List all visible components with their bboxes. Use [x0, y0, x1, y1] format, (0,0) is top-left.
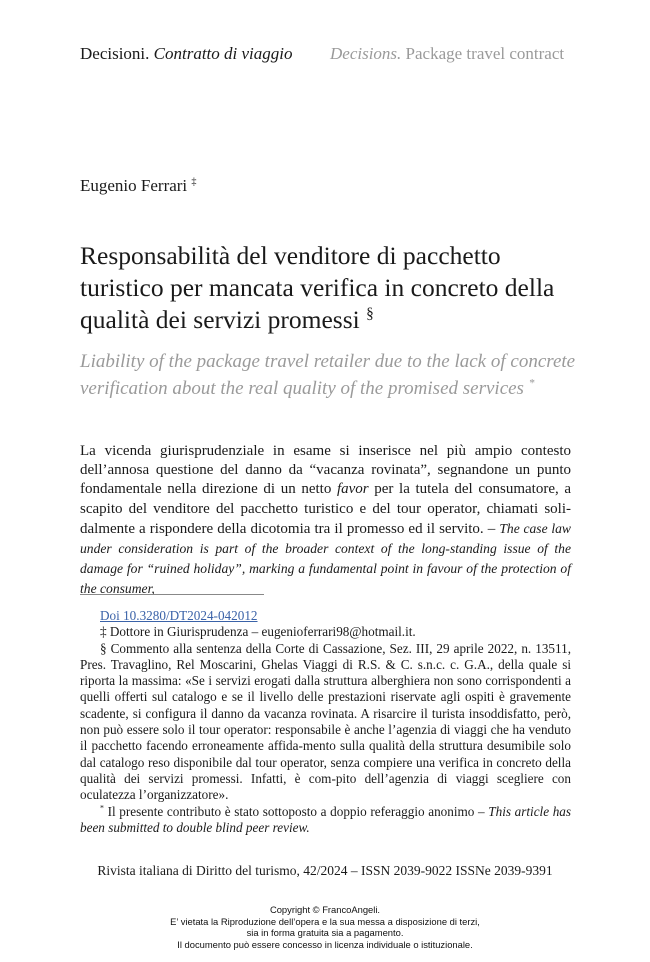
- title-footnote-mark: §: [366, 305, 374, 323]
- header-section: Decisioni.: [80, 44, 150, 63]
- copyright-line: Il documento può essere concesso in licenza individuale o istituzionale.: [177, 938, 473, 950]
- footnote-author: ‡ Dottore in Giurisprudenza – eugenioferrari98@hotmail.it.: [100, 624, 416, 640]
- footnote-review: [80, 804, 571, 837]
- running-header-english: [330, 44, 564, 64]
- article-subtitle-english: [80, 348, 590, 402]
- abstract-italian-part2: per la tutela del consumatore, a scapito del venditore del pacchetto turistico e del tour operator, chiamati soli-dalmente a rispondere della dicotomia tra il promesso ed il servito. –: [80, 481, 572, 537]
- copyright-line: sia in forma gratuita sia a pagamento.: [246, 927, 404, 939]
- abstract: [80, 442, 571, 600]
- author-name: Eugenio Ferrari: [80, 176, 188, 195]
- article-subtitle-text: Liability of the package travel retailer due to the lack of concrete verification about the real quality of the promised services: [80, 351, 576, 399]
- footnotes: [80, 608, 571, 836]
- copyright-line: E’ vietata la Riproduzione dell’opera e la sua messa a disposizione di terzi,: [170, 915, 480, 927]
- subtitle-footnote-mark: *: [528, 377, 535, 390]
- article-title: [80, 240, 580, 336]
- copyright-line: Copyright © FrancoAngeli.: [269, 904, 381, 915]
- author-footnote-mark: ‡: [191, 176, 197, 188]
- abstract-english: The case law under consideration is part of the broader context of the long-standing issue of the damage for “ruined holiday”, marking a fundamental point in favour of the protection of the consumer,: [80, 520, 571, 597]
- header-topic: Contratto di viaggio: [153, 44, 293, 63]
- journal-citation: Rivista italiana di Diritto del turismo, 42/2024 – ISSN 2039-9022 ISSNe 2039-9391: [97, 863, 553, 878]
- header-section-en: Decisions.: [330, 44, 402, 63]
- copyright-notice: [0, 904, 650, 950]
- footnote-separator: [80, 594, 264, 595]
- footnote-review-italian: Il presente contributo è stato sottoposto a doppio referaggio anonimo –: [107, 803, 485, 819]
- running-header-italian: [80, 44, 293, 64]
- footnote-review-mark: *: [100, 803, 104, 813]
- author-line: [80, 176, 197, 196]
- footnote-comment: § Commento alla sentenza della Corte di Cassazione, Sez. III, 29 aprile 2022, n. 13511, Pres. Travaglino, Rel Moscarini, Ghelas Viaggi di R.S. & C. s.n.c. c. G.A., della quale si riporta la massima: «Se i servizi erogati dalla struttura alberghiera non sono corrispondenti a quelli offerti sul catalogo e se il livello delle prestazioni riservate agli ospiti è gravemente scadente, si configura il danno da vacanza rovinata. A risarcire il turista insoddisfatto, però, non può essere solo il tour operator: responsabile è anche l’agenzia di viaggi che ha venduto il pacchetto facendo erroneamente affida-mento sulla qualità della struttura desumibile solo dal catalogo reso disponibile dal tour operator, senza compiere una verifica in concreto della qualità dei servizi promessi. Infatti, è com-pito dell’agenzia di viaggi scegliere con oculatezza l’organizzatore».: [80, 640, 571, 803]
- footnote-review-english: This article has been submitted to double blind peer review.: [80, 803, 572, 835]
- abstract-italian-part1: La vicenda giurisprudenziale in esame si inserisce nel più ampio contesto dell’annosa questione del danno da “vacanza rovinata”, segnandone un punto fondamentale nella direzione di un netto: [80, 443, 571, 498]
- abstract-favor-word: favor: [336, 481, 369, 498]
- article-title-text: Responsabilità del venditore di pacchetto turistico per mancata verifica in concreto della qualità dei servizi promessi: [80, 241, 555, 334]
- doi-link[interactable]: Doi 10.3280/DT2024-042012: [100, 608, 258, 623]
- header-topic-en: Package travel contract: [405, 44, 565, 63]
